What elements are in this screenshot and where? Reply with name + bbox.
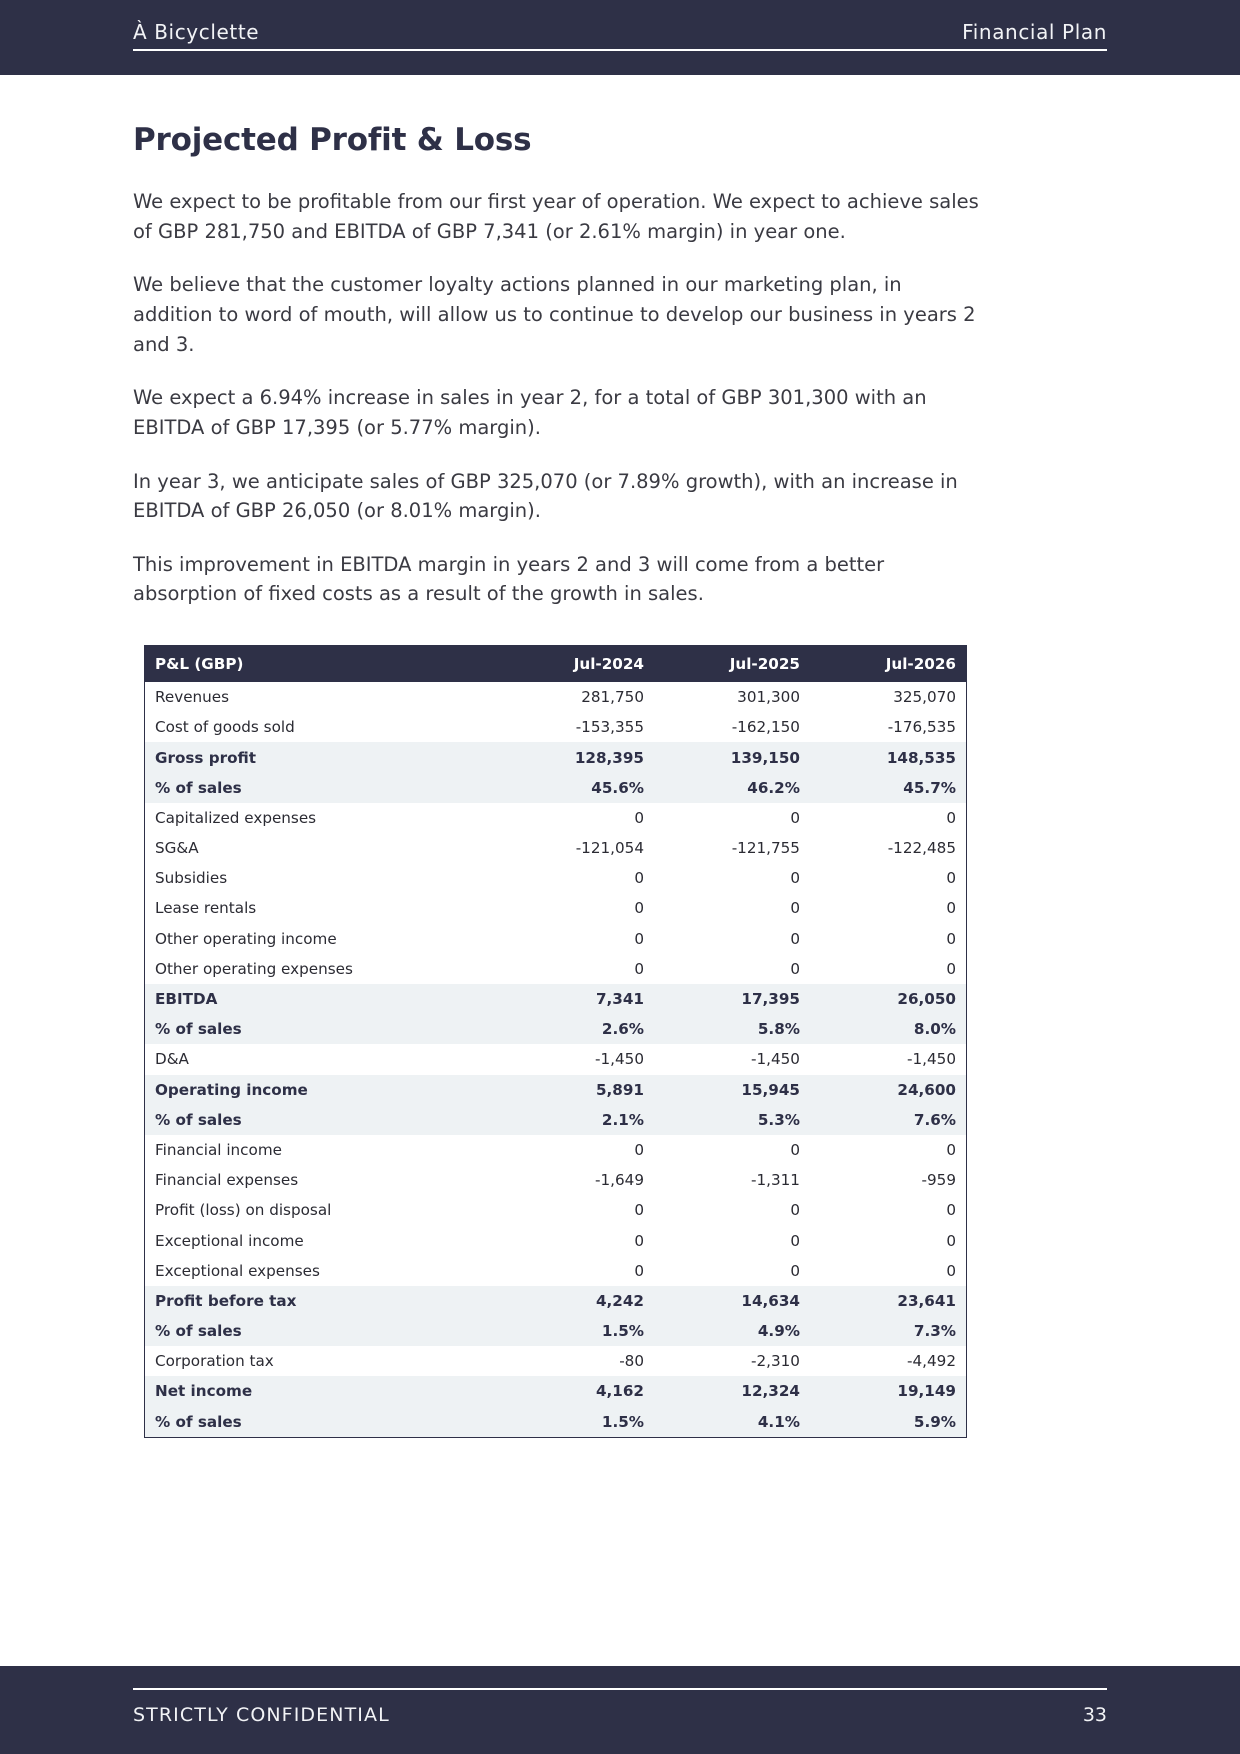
header-brand: À Bicyclette bbox=[133, 20, 260, 44]
table-row bbox=[145, 984, 966, 1014]
row-value: 12,324 bbox=[654, 1376, 810, 1406]
table-row bbox=[145, 1044, 966, 1074]
row-value: 24,600 bbox=[810, 1075, 966, 1105]
row-value: 4.1% bbox=[654, 1407, 810, 1437]
row-value: 325,070 bbox=[810, 682, 966, 712]
row-value: 15,945 bbox=[654, 1075, 810, 1105]
table-row bbox=[145, 773, 966, 803]
row-value: 5.9% bbox=[810, 1407, 966, 1437]
row-label: Lease rentals bbox=[145, 893, 498, 923]
page-header bbox=[0, 0, 1240, 75]
row-value: 0 bbox=[810, 924, 966, 954]
row-value: 0 bbox=[810, 863, 966, 893]
row-value: 301,300 bbox=[654, 682, 810, 712]
row-value: 2.1% bbox=[498, 1105, 654, 1135]
row-value: -162,150 bbox=[654, 712, 810, 742]
row-value: 0 bbox=[810, 1135, 966, 1165]
header-rule bbox=[133, 20, 1107, 51]
column-header-jul-2024: Jul-2024 bbox=[498, 646, 654, 682]
row-value: 1.5% bbox=[498, 1316, 654, 1346]
row-value: 0 bbox=[498, 863, 654, 893]
row-label: Operating income bbox=[145, 1075, 498, 1105]
row-value: -4,492 bbox=[810, 1346, 966, 1376]
row-value: 5.8% bbox=[654, 1014, 810, 1044]
row-value: 0 bbox=[810, 1225, 966, 1255]
row-value: 45.7% bbox=[810, 773, 966, 803]
row-value: 23,641 bbox=[810, 1286, 966, 1316]
row-value: 281,750 bbox=[498, 682, 654, 712]
footer-rule bbox=[133, 1688, 1107, 1726]
row-value: 0 bbox=[498, 1225, 654, 1255]
row-label: Revenues bbox=[145, 682, 498, 712]
row-value: 26,050 bbox=[810, 984, 966, 1014]
row-value: -1,450 bbox=[654, 1044, 810, 1074]
row-label: Exceptional expenses bbox=[145, 1256, 498, 1286]
table-row bbox=[145, 1135, 966, 1165]
table-header bbox=[145, 646, 966, 682]
row-label: % of sales bbox=[145, 1105, 498, 1135]
row-value: 0 bbox=[810, 954, 966, 984]
row-label: Capitalized expenses bbox=[145, 803, 498, 833]
row-value: 0 bbox=[498, 1256, 654, 1286]
row-value: 0 bbox=[654, 863, 810, 893]
row-value: 0 bbox=[498, 803, 654, 833]
row-label: Cost of goods sold bbox=[145, 712, 498, 742]
table-header-row bbox=[145, 646, 966, 682]
row-value: 0 bbox=[654, 924, 810, 954]
row-label: Exceptional income bbox=[145, 1225, 498, 1255]
row-value: 1.5% bbox=[498, 1407, 654, 1437]
row-value: 17,395 bbox=[654, 984, 810, 1014]
row-value: -121,755 bbox=[654, 833, 810, 863]
row-label: Subsidies bbox=[145, 863, 498, 893]
header-section-title: Financial Plan bbox=[962, 20, 1107, 44]
profit-loss-table-container bbox=[144, 645, 967, 1438]
row-label: Financial expenses bbox=[145, 1165, 498, 1195]
table-row bbox=[145, 1075, 966, 1105]
table-row bbox=[145, 1225, 966, 1255]
table-row bbox=[145, 1014, 966, 1044]
confidentiality-notice: STRICTLY CONFIDENTIAL bbox=[133, 1704, 390, 1726]
row-value: -1,450 bbox=[810, 1044, 966, 1074]
row-value: 139,150 bbox=[654, 742, 810, 772]
table-row bbox=[145, 742, 966, 772]
table-row bbox=[145, 863, 966, 893]
row-label: Profit before tax bbox=[145, 1286, 498, 1316]
row-value: 0 bbox=[654, 954, 810, 984]
row-value: 0 bbox=[498, 924, 654, 954]
row-value: 14,634 bbox=[654, 1286, 810, 1316]
row-value: 7.6% bbox=[810, 1105, 966, 1135]
row-value: 0 bbox=[654, 803, 810, 833]
body-paragraph-3: We expect a 6.94% increase in sales in year 2, for a total of GBP 301,300 with an EBITDA of GBP 17,395 (or 5.77% margin). bbox=[133, 386, 927, 439]
row-label: EBITDA bbox=[145, 984, 498, 1014]
row-value: -1,311 bbox=[654, 1165, 810, 1195]
row-label: SG&A bbox=[145, 833, 498, 863]
table-row bbox=[145, 1316, 966, 1346]
profit-loss-table bbox=[145, 646, 966, 1437]
row-value: 8.0% bbox=[810, 1014, 966, 1044]
row-value: -122,485 bbox=[810, 833, 966, 863]
row-value: 4.9% bbox=[654, 1316, 810, 1346]
row-value: 0 bbox=[654, 1225, 810, 1255]
table-body bbox=[145, 682, 966, 1437]
column-header-jul-2026: Jul-2026 bbox=[810, 646, 966, 682]
row-label: Net income bbox=[145, 1376, 498, 1406]
row-value: 0 bbox=[498, 954, 654, 984]
row-value: 0 bbox=[498, 1195, 654, 1225]
row-label: % of sales bbox=[145, 1014, 498, 1044]
table-row bbox=[145, 1195, 966, 1225]
row-label: Other operating expenses bbox=[145, 954, 498, 984]
body-paragraph-5: This improvement in EBITDA margin in years 2 and 3 will come from a better absorption of fixed costs as a result of the growth in sales. bbox=[133, 552, 885, 606]
row-value: 4,162 bbox=[498, 1376, 654, 1406]
row-label: Other operating income bbox=[145, 924, 498, 954]
row-value: 5,891 bbox=[498, 1075, 654, 1105]
row-value: -2,310 bbox=[654, 1346, 810, 1376]
table-row bbox=[145, 1165, 966, 1195]
row-value: 0 bbox=[654, 1195, 810, 1225]
row-label: % of sales bbox=[145, 1407, 498, 1437]
row-value: 148,535 bbox=[810, 742, 966, 772]
row-label: D&A bbox=[145, 1044, 498, 1074]
body-paragraph-1: We expect to be profitable from our first year of operation. We expect to achieve sales of GBP 281,750 and EBITDA of GBP 7,341 (or 2.61% margin) in year one. bbox=[133, 190, 979, 243]
row-value: -153,355 bbox=[498, 712, 654, 742]
table-row bbox=[145, 1407, 966, 1437]
row-value: 128,395 bbox=[498, 742, 654, 772]
row-value: -1,649 bbox=[498, 1165, 654, 1195]
table-row bbox=[145, 712, 966, 742]
body-paragraph-2: We believe that the customer loyalty actions planned in our marketing plan, in addition to word of mouth, will allow us to continue to develop our business in years 2 and 3. bbox=[133, 273, 976, 356]
table-row bbox=[145, 833, 966, 863]
row-value: 0 bbox=[654, 893, 810, 923]
row-value: 0 bbox=[810, 803, 966, 833]
column-header-jul-2025: Jul-2025 bbox=[654, 646, 810, 682]
table-row bbox=[145, 893, 966, 923]
row-value: -80 bbox=[498, 1346, 654, 1376]
body-paragraph-4: In year 3, we anticipate sales of GBP 325,070 (or 7.89% growth), with an increase in EBITDA of GBP 26,050 (or 8.01% margin). bbox=[133, 469, 958, 523]
row-label: Profit (loss) on disposal bbox=[145, 1195, 498, 1225]
row-label: Corporation tax bbox=[145, 1346, 498, 1376]
page-number: 33 bbox=[1082, 1704, 1107, 1726]
table-row bbox=[145, 1105, 966, 1135]
row-value: 0 bbox=[810, 893, 966, 923]
column-header-label: P&L (GBP) bbox=[145, 646, 498, 682]
row-value: -121,054 bbox=[498, 833, 654, 863]
row-value: 5.3% bbox=[654, 1105, 810, 1135]
table-row bbox=[145, 1286, 966, 1316]
table-row bbox=[145, 1376, 966, 1406]
row-value: 0 bbox=[810, 1195, 966, 1225]
row-value: 0 bbox=[654, 1256, 810, 1286]
table-row bbox=[145, 954, 966, 984]
table-row bbox=[145, 1256, 966, 1286]
page-footer bbox=[0, 1666, 1240, 1754]
row-value: 0 bbox=[498, 893, 654, 923]
table-row bbox=[145, 682, 966, 712]
row-value: 46.2% bbox=[654, 773, 810, 803]
row-value: 2.6% bbox=[498, 1014, 654, 1044]
table-row bbox=[145, 1346, 966, 1376]
row-value: -1,450 bbox=[498, 1044, 654, 1074]
table-row bbox=[145, 803, 966, 833]
row-value: 0 bbox=[654, 1135, 810, 1165]
row-value: 0 bbox=[498, 1135, 654, 1165]
row-label: Financial income bbox=[145, 1135, 498, 1165]
table-row bbox=[145, 924, 966, 954]
row-value: 7.3% bbox=[810, 1316, 966, 1346]
row-value: 4,242 bbox=[498, 1286, 654, 1316]
row-value: 19,149 bbox=[810, 1376, 966, 1406]
row-value: 0 bbox=[810, 1256, 966, 1286]
row-value: -959 bbox=[810, 1165, 966, 1195]
row-value: 45.6% bbox=[498, 773, 654, 803]
page-content bbox=[133, 75, 980, 1438]
row-label: Gross profit bbox=[145, 742, 498, 772]
page-title: Projected Profit & Loss bbox=[133, 122, 532, 158]
row-value: 7,341 bbox=[498, 984, 654, 1014]
row-label: % of sales bbox=[145, 1316, 498, 1346]
row-label: % of sales bbox=[145, 773, 498, 803]
row-value: -176,535 bbox=[810, 712, 966, 742]
